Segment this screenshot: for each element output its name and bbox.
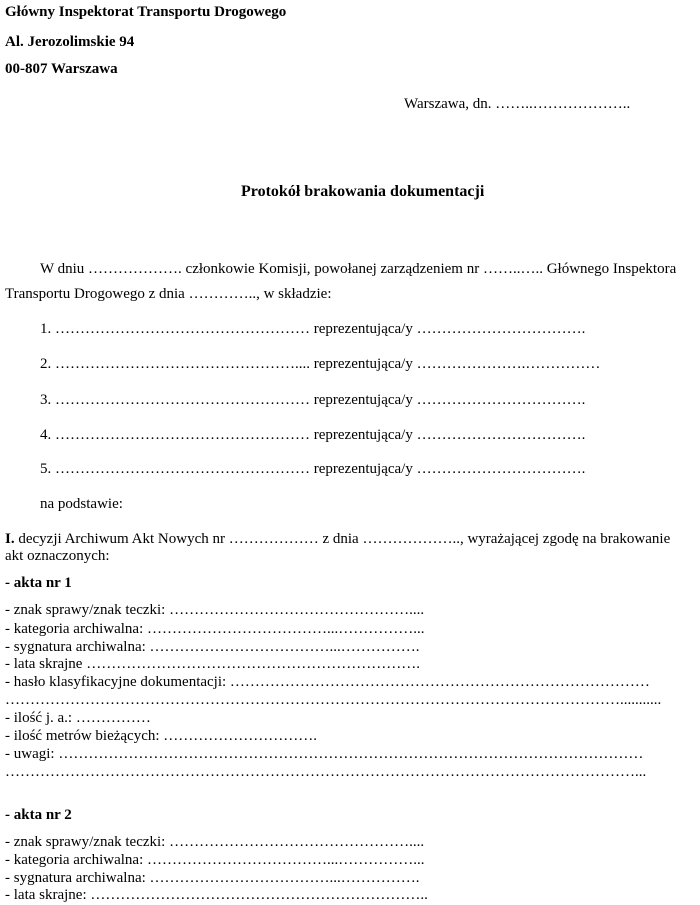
akta-1-line: ………………………………………………………………………………………………………………... — [5, 764, 647, 780]
date-line: Warszawa, dn. ……..……………….. — [404, 96, 631, 112]
intro-line-2: Transportu Drogowego z dnia ………….., w składzie: — [5, 286, 332, 302]
akta-1-line: - ilość metrów bieżących: …………………………. — [5, 728, 318, 744]
akta-1-line: - lata skrajne …………………………………………………………. — [5, 656, 420, 672]
akta-2-line: - sygnatura archiwalna: ………………………………...……………. — [5, 870, 420, 886]
decision-text: decyzji Archiwum Akt Nowych nr ……………… z dnia ……………….., wyrażającej zgodę na brakowanie — [14, 531, 671, 547]
member-4: 4. …………………………………………… reprezentująca/y ……………………………. — [40, 427, 586, 443]
decision-line-1 — [5, 530, 670, 548]
intro-line-1: W dniu ………………. członkowie Komisji, powołanej zarządzeniem nr ……..….. Głównego Inspektora — [40, 261, 677, 277]
akta-1-line: - kategoria archiwalna: ………………………………...……………... — [5, 621, 425, 637]
basis-label: na podstawie: — [40, 496, 123, 512]
akta-1-line: - hasło klasyfikacyjne dokumentacji: ………………………………………………………………………… — [5, 674, 650, 690]
akta-1-line: - uwagi: ……………………………………………………………………………………………………… — [5, 746, 644, 762]
document-title: Protokół brakowania dokumentacji — [241, 183, 485, 200]
akta-1-line: ……………………………………………………………………………………………………………........... — [5, 692, 662, 708]
member-3: 3. …………………………………………… reprezentująca/y ……………………………. — [40, 392, 586, 408]
akta-2-line: - kategoria archiwalna: ………………………………...……………... — [5, 852, 425, 868]
akta-2-line: - lata skrajne: ………………………………………………………….. — [5, 887, 428, 903]
akta-2-line: - znak sprawy/znak teczki: ………………………………………….... — [5, 834, 425, 850]
akta-1-line: - sygnatura archiwalna: ………………………………...……………. — [5, 639, 420, 655]
header-address: Al. Jerozolimskie 94 — [5, 34, 135, 50]
decision-prefix: I. — [5, 531, 15, 547]
akta-1-line: - ilość j. a.: …………… — [5, 710, 151, 726]
member-5: 5. …………………………………………… reprezentująca/y ……………………………. — [40, 461, 586, 477]
decision-line-2: akt oznaczonych: — [5, 548, 110, 564]
akta-2-heading: - akta nr 2 — [5, 807, 72, 823]
member-1: 1. …………………………………………… reprezentująca/y ……………………………. — [40, 321, 586, 337]
member-2: 2. ………………………………………….... reprezentująca/y ………………….…………… — [40, 356, 601, 372]
header-city: 00-807 Warszawa — [5, 61, 118, 77]
akta-1-heading: - akta nr 1 — [5, 575, 72, 591]
header-institution: Główny Inspektorat Transportu Drogowego — [5, 4, 287, 20]
akta-1-line: - znak sprawy/znak teczki: ………………………………………….... — [5, 602, 425, 618]
